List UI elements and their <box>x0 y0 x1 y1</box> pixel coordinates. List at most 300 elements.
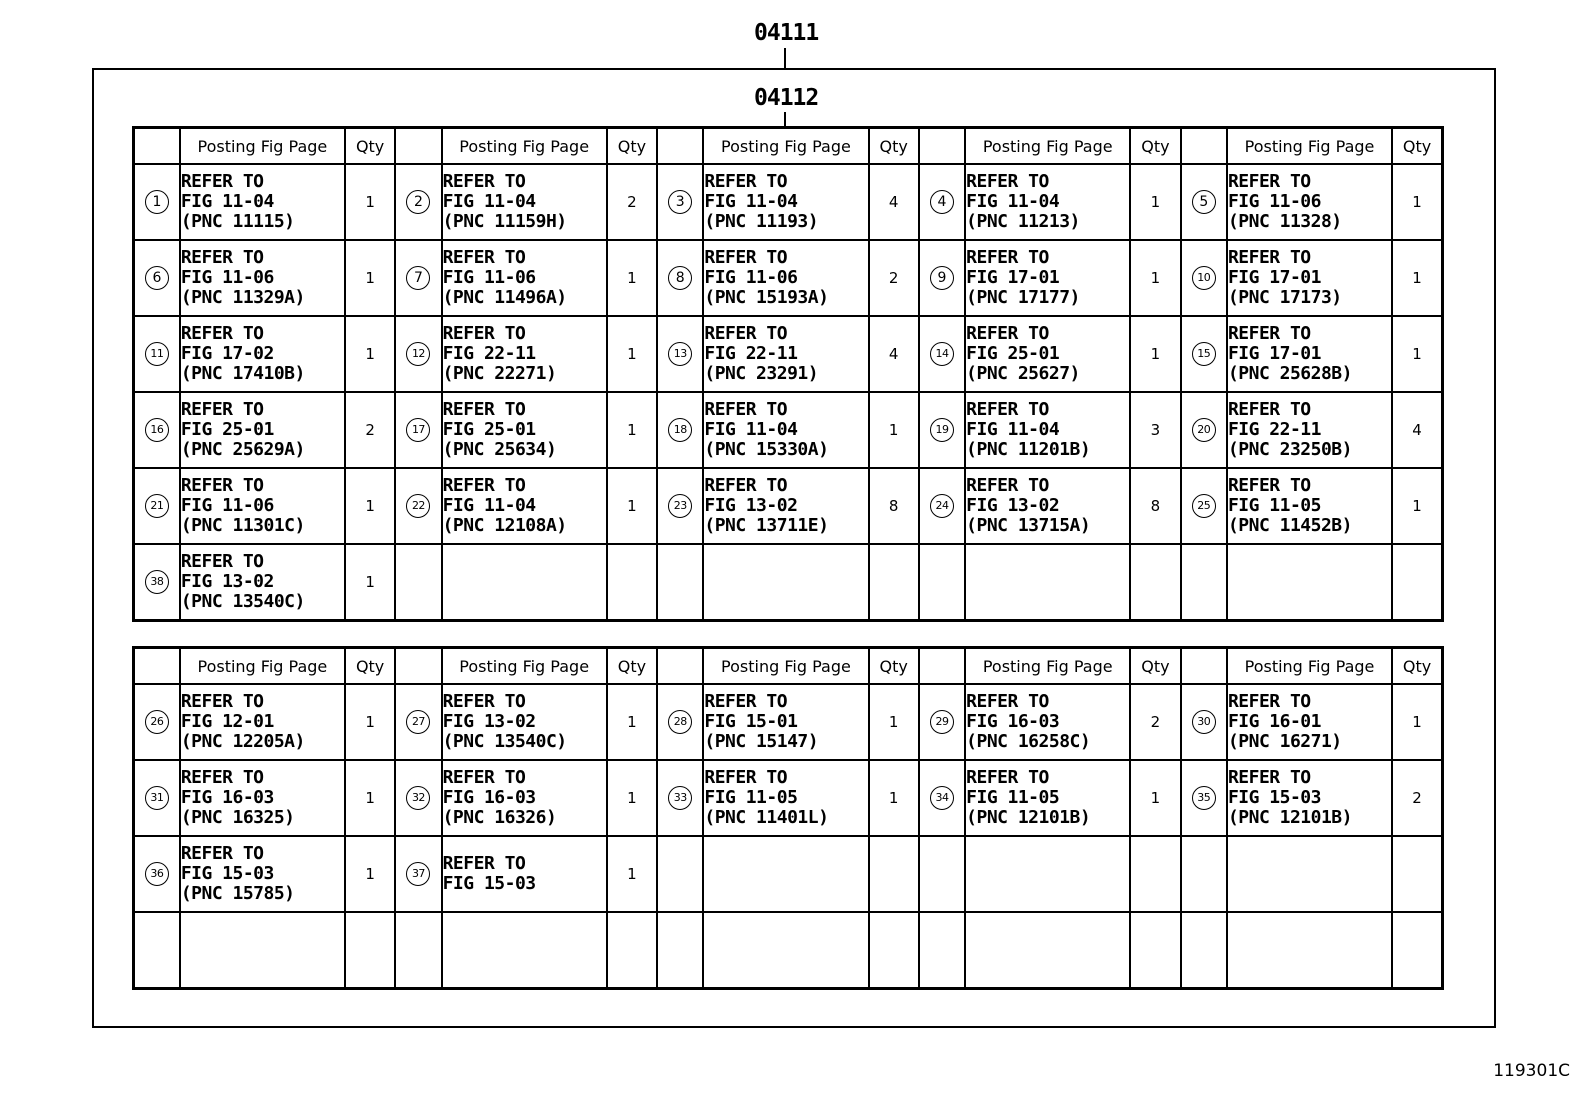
table-header-row <box>134 128 1443 165</box>
item-number-cell <box>657 544 703 620</box>
qty-cell <box>1392 684 1442 760</box>
item-number-cell <box>395 544 441 620</box>
qty-value: 1 <box>1150 345 1161 363</box>
fig-reference: FIG 25-01 <box>442 419 536 440</box>
refer-to-text: REFER TO <box>442 247 526 268</box>
item-number-cell <box>919 836 965 912</box>
refer-to-text: REFER TO <box>1227 691 1311 712</box>
header-blank <box>919 128 965 165</box>
qty-cell <box>869 836 919 912</box>
refer-to-text: REFER TO <box>180 550 264 572</box>
fig-reference: FIG 13-02 <box>442 711 536 732</box>
item-number-badge: 8 <box>668 266 692 290</box>
fig-reference: FIG 22-11 <box>442 343 536 364</box>
fig-reference: FIG 11-04 <box>180 191 274 212</box>
qty-cell <box>1392 912 1442 988</box>
qty-value: 1 <box>627 497 637 515</box>
item-number-cell <box>1181 836 1227 912</box>
item-number-cell <box>657 684 703 760</box>
pnc-reference: (PNC 12108A) <box>442 515 567 536</box>
qty-cell <box>1392 468 1442 544</box>
table-row <box>134 760 1443 836</box>
qty-cell <box>345 392 395 468</box>
refer-to-text: REFER TO <box>1227 247 1311 268</box>
fig-reference: FIG 22-11 <box>704 343 798 364</box>
qty-cell <box>1392 392 1442 468</box>
fig-reference: FIG 25-01 <box>180 419 274 440</box>
reference-cell <box>180 240 345 316</box>
header-blank <box>134 648 180 685</box>
qty-cell <box>869 760 919 836</box>
header-blank <box>657 128 703 165</box>
fig-reference: FIG 11-06 <box>442 267 536 288</box>
table-row <box>134 468 1443 544</box>
pnc-reference: (PNC 17410B) <box>180 363 305 384</box>
table-row <box>134 684 1443 760</box>
qty-cell <box>1130 684 1180 760</box>
qty-value: 1 <box>365 713 375 731</box>
refer-to-text: REFER TO <box>180 171 264 192</box>
qty-value: 1 <box>627 865 637 883</box>
qty-value: 1 <box>365 345 375 363</box>
refer-to-text: REFER TO <box>966 475 1049 496</box>
reference-cell <box>180 684 345 760</box>
header-posting-fig-page: Posting Fig Page <box>442 648 607 685</box>
header-blank <box>134 128 180 165</box>
qty-value: 8 <box>888 497 899 515</box>
assembly-code: 04111 <box>754 20 819 46</box>
item-number-cell <box>395 684 441 760</box>
fig-reference: FIG 11-06 <box>704 267 798 288</box>
item-number-cell <box>657 468 703 544</box>
header-blank <box>1181 128 1227 165</box>
reference-cell <box>180 316 345 392</box>
pnc-reference: (PNC 13540C) <box>442 731 567 752</box>
qty-cell <box>345 316 395 392</box>
item-number-cell <box>657 836 703 912</box>
qty-value: 1 <box>1150 193 1161 211</box>
reference-cell <box>442 240 607 316</box>
table-row <box>134 544 1443 620</box>
refer-to-text: REFER TO <box>704 399 788 420</box>
item-number-cell <box>919 544 965 620</box>
fig-reference: FIG 11-04 <box>442 495 536 516</box>
pnc-reference: (PNC 12101B) <box>966 807 1091 828</box>
item-number-cell <box>395 240 441 316</box>
qty-value: 4 <box>1412 421 1422 439</box>
header-qty: Qty <box>345 648 395 685</box>
pnc-reference: (PNC 25627) <box>966 363 1080 384</box>
item-number-cell <box>395 392 441 468</box>
refer-to-text: REFER TO <box>1227 323 1311 344</box>
reference-cell <box>965 392 1130 468</box>
item-number-cell <box>919 316 965 392</box>
pnc-reference: (PNC 23291) <box>704 363 819 384</box>
refer-to-text: REFER TO <box>704 247 788 268</box>
item-number-badge: 36 <box>145 862 169 886</box>
item-number-cell <box>134 684 180 760</box>
fig-reference: FIG 11-06 <box>180 267 274 288</box>
qty-value: 1 <box>888 421 899 439</box>
reference-cell <box>703 836 868 912</box>
fig-reference: FIG 11-04 <box>442 191 536 212</box>
fig-reference: FIG 11-04 <box>966 419 1060 440</box>
qty-value: 1 <box>627 269 637 287</box>
reference-cell <box>180 468 345 544</box>
qty-cell <box>1392 240 1442 316</box>
reference-cell <box>965 468 1130 544</box>
item-number-cell <box>395 912 441 988</box>
header-qty: Qty <box>869 128 919 165</box>
item-number-badge: 35 <box>1192 786 1216 810</box>
item-number-badge: 14 <box>930 342 954 366</box>
reference-cell <box>703 392 868 468</box>
qty-cell <box>1392 544 1442 620</box>
item-number-cell <box>1181 316 1227 392</box>
qty-cell <box>345 468 395 544</box>
pnc-reference: (PNC 25629A) <box>180 439 305 460</box>
pnc-reference: (PNC 17173) <box>1227 287 1342 308</box>
fig-reference: FIG 16-03 <box>966 711 1060 732</box>
qty-value: 1 <box>888 713 899 731</box>
fig-reference: FIG 25-01 <box>966 343 1060 364</box>
fig-reference: FIG 15-03 <box>1227 787 1321 808</box>
item-number-badge: 10 <box>1192 266 1216 290</box>
refer-to-text: REFER TO <box>1227 767 1311 788</box>
refer-to-text: REFER TO <box>704 767 788 788</box>
item-number-cell <box>134 240 180 316</box>
refer-to-text: REFER TO <box>180 843 264 864</box>
reference-cell <box>965 544 1130 620</box>
qty-value: 1 <box>1412 269 1422 287</box>
item-number-cell <box>1181 684 1227 760</box>
refer-to-text: REFER TO <box>442 323 526 344</box>
pnc-reference: (PNC 15330A) <box>704 439 829 460</box>
qty-cell <box>869 240 919 316</box>
qty-cell <box>1130 836 1180 912</box>
reference-cell <box>180 164 345 240</box>
item-number-badge: 23 <box>668 494 692 518</box>
parts-table-lower <box>132 646 1444 990</box>
pnc-reference: (PNC 11193) <box>704 211 819 232</box>
reference-cell <box>442 684 607 760</box>
qty-value: 1 <box>1412 345 1422 363</box>
fig-reference: FIG 15-03 <box>180 863 274 884</box>
qty-value: 4 <box>888 193 899 211</box>
item-number-cell <box>134 836 180 912</box>
reference-cell <box>965 316 1130 392</box>
item-number-badge: 4 <box>930 190 954 214</box>
header-qty: Qty <box>345 128 395 165</box>
item-number-badge: 24 <box>930 494 954 518</box>
reference-cell <box>703 760 868 836</box>
pnc-reference: (PNC 11328) <box>1227 211 1342 232</box>
refer-to-text: REFER TO <box>704 475 788 496</box>
reference-cell <box>965 684 1130 760</box>
header-qty: Qty <box>1392 128 1442 165</box>
header-blank <box>395 128 441 165</box>
item-number-cell <box>1181 544 1227 620</box>
header-blank <box>395 648 441 685</box>
header-posting-fig-page: Posting Fig Page <box>180 648 345 685</box>
qty-cell <box>869 316 919 392</box>
leader-line-assembly <box>784 48 786 68</box>
pnc-reference: (PNC 11301C) <box>180 515 305 536</box>
item-number-cell <box>134 164 180 240</box>
item-number-badge: 20 <box>1192 418 1216 442</box>
refer-to-text: REFER TO <box>704 323 788 344</box>
pnc-reference: (PNC 11452B) <box>1227 515 1352 536</box>
pnc-reference: (PNC 16271) <box>1227 731 1342 752</box>
item-number-cell <box>919 912 965 988</box>
fig-reference: FIG 17-01 <box>1227 267 1321 288</box>
header-posting-fig-page: Posting Fig Page <box>965 648 1130 685</box>
pnc-reference: (PNC 12205A) <box>180 731 305 752</box>
qty-value: 1 <box>627 345 637 363</box>
item-number-badge: 11 <box>145 342 169 366</box>
qty-value: 3 <box>1150 421 1161 439</box>
table-row <box>134 392 1443 468</box>
header-posting-fig-page: Posting Fig Page <box>180 128 345 165</box>
refer-to-text: REFER TO <box>180 691 264 712</box>
reference-cell <box>1227 544 1392 620</box>
pnc-reference: (PNC 15193A) <box>704 287 829 308</box>
refer-to-text: REFER TO <box>966 323 1049 344</box>
item-number-badge: 28 <box>668 710 692 734</box>
item-number-cell <box>134 760 180 836</box>
qty-cell <box>607 684 657 760</box>
qty-cell <box>1130 240 1180 316</box>
item-number-cell <box>1181 468 1227 544</box>
item-number-badge: 30 <box>1192 710 1216 734</box>
pnc-reference: (PNC 11201B) <box>966 439 1091 460</box>
item-number-cell <box>919 240 965 316</box>
header-posting-fig-page: Posting Fig Page <box>703 648 868 685</box>
header-qty: Qty <box>1392 648 1442 685</box>
header-qty: Qty <box>607 128 657 165</box>
pnc-reference: (PNC 11496A) <box>442 287 567 308</box>
header-qty: Qty <box>1130 648 1180 685</box>
fig-reference: FIG 22-11 <box>1227 419 1321 440</box>
header-qty: Qty <box>869 648 919 685</box>
item-number-badge: 33 <box>668 786 692 810</box>
qty-value: 1 <box>1412 193 1422 211</box>
reference-cell <box>442 316 607 392</box>
figure-code: 119301C <box>1493 1061 1570 1081</box>
reference-cell <box>703 544 868 620</box>
reference-cell <box>1227 316 1392 392</box>
qty-cell <box>1392 164 1442 240</box>
item-number-cell <box>395 316 441 392</box>
reference-cell <box>1227 392 1392 468</box>
refer-to-text: REFER TO <box>966 399 1049 420</box>
pnc-reference: (PNC 16326) <box>442 807 557 828</box>
item-number-badge: 5 <box>1192 190 1216 214</box>
qty-cell <box>1392 760 1442 836</box>
qty-cell <box>869 164 919 240</box>
item-number-badge: 18 <box>668 418 692 442</box>
qty-cell <box>1130 316 1180 392</box>
pnc-reference: (PNC 11329A) <box>180 287 305 308</box>
reference-cell <box>965 836 1130 912</box>
refer-to-text: REFER TO <box>966 767 1049 788</box>
item-number-cell <box>657 164 703 240</box>
qty-cell <box>869 392 919 468</box>
header-qty: Qty <box>607 648 657 685</box>
fig-reference: FIG 17-02 <box>180 343 274 364</box>
reference-cell <box>703 240 868 316</box>
item-number-cell <box>134 316 180 392</box>
qty-value: 1 <box>627 421 637 439</box>
item-number-badge: 17 <box>406 418 430 442</box>
fig-reference: FIG 11-06 <box>180 495 274 516</box>
refer-to-text: REFER TO <box>966 171 1049 192</box>
qty-value: 1 <box>365 193 375 211</box>
qty-cell <box>607 912 657 988</box>
qty-cell <box>345 912 395 988</box>
fig-reference: FIG 11-05 <box>704 787 798 808</box>
reference-cell <box>180 912 345 988</box>
header-blank <box>1181 648 1227 685</box>
item-number-badge: 26 <box>145 710 169 734</box>
qty-value: 1 <box>365 497 375 515</box>
pnc-reference: (PNC 25628B) <box>1227 363 1352 384</box>
item-number-cell <box>395 164 441 240</box>
qty-cell <box>607 544 657 620</box>
reference-cell <box>180 836 345 912</box>
refer-to-text: REFER TO <box>442 475 526 496</box>
qty-cell <box>345 240 395 316</box>
refer-to-text: REFER TO <box>1227 399 1311 420</box>
refer-to-text: REFER TO <box>442 171 526 192</box>
sub-assembly-code: 04112 <box>754 85 819 111</box>
qty-value: 1 <box>888 789 899 807</box>
item-number-badge: 34 <box>930 786 954 810</box>
item-number-badge: 1 <box>145 190 169 214</box>
qty-value: 1 <box>627 789 637 807</box>
pnc-reference: (PNC 16325) <box>180 807 295 828</box>
fig-reference: FIG 16-03 <box>442 787 536 808</box>
qty-value: 2 <box>888 269 899 287</box>
item-number-cell <box>395 836 441 912</box>
qty-cell <box>1130 468 1180 544</box>
reference-cell <box>1227 468 1392 544</box>
item-number-badge: 16 <box>145 418 169 442</box>
refer-to-text: REFER TO <box>704 171 788 192</box>
item-number-cell <box>1181 912 1227 988</box>
qty-value: 1 <box>365 269 375 287</box>
refer-to-text: REFER TO <box>442 691 526 712</box>
reference-cell <box>442 760 607 836</box>
item-number-cell <box>1181 392 1227 468</box>
reference-cell <box>180 760 345 836</box>
refer-to-text: REFER TO <box>966 691 1049 712</box>
item-number-cell <box>134 468 180 544</box>
item-number-badge: 25 <box>1192 494 1216 518</box>
header-blank <box>657 648 703 685</box>
item-number-badge: 6 <box>145 266 169 290</box>
reference-cell <box>965 760 1130 836</box>
table-row <box>134 316 1443 392</box>
item-number-cell <box>1181 760 1227 836</box>
refer-to-text: REFER TO <box>442 767 526 788</box>
fig-reference: FIG 11-05 <box>1227 495 1321 516</box>
item-number-badge: 27 <box>406 710 430 734</box>
item-number-cell <box>657 240 703 316</box>
fig-reference: FIG 13-02 <box>180 570 274 592</box>
reference-cell <box>1227 912 1392 988</box>
fig-reference: FIG 17-01 <box>966 267 1060 288</box>
qty-value: 1 <box>627 713 637 731</box>
qty-value: 1 <box>1412 713 1422 731</box>
item-number-badge: 15 <box>1192 342 1216 366</box>
reference-cell <box>703 912 868 988</box>
item-number-badge: 21 <box>145 494 169 518</box>
reference-cell <box>1227 836 1392 912</box>
pnc-reference: (PNC 13540C) <box>180 590 305 612</box>
header-posting-fig-page: Posting Fig Page <box>442 128 607 165</box>
reference-cell <box>442 912 607 988</box>
fig-reference: FIG 17-01 <box>1227 343 1321 364</box>
pnc-reference: (PNC 16258C) <box>966 731 1091 752</box>
table-row <box>134 836 1443 912</box>
pnc-reference: (PNC 17177) <box>966 287 1080 308</box>
refer-to-text: REFER TO <box>180 247 264 268</box>
refer-to-text: REFER TO <box>1227 475 1311 496</box>
qty-value: 1 <box>1150 269 1161 287</box>
pnc-reference: (PNC 11159H) <box>442 211 567 232</box>
qty-cell <box>869 684 919 760</box>
pnc-reference: (PNC 23250B) <box>1227 439 1352 460</box>
fig-reference: FIG 16-01 <box>1227 711 1321 732</box>
qty-cell <box>607 468 657 544</box>
pnc-reference: (PNC 11213) <box>966 211 1080 232</box>
fig-reference: FIG 12-01 <box>180 711 274 732</box>
table-row <box>134 164 1443 240</box>
header-posting-fig-page: Posting Fig Page <box>703 128 868 165</box>
refer-to-text: REFER TO <box>442 399 526 420</box>
header-posting-fig-page: Posting Fig Page <box>965 128 1130 165</box>
fig-reference: FIG 15-01 <box>704 711 798 732</box>
header-posting-fig-page: Posting Fig Page <box>1227 128 1392 165</box>
reference-cell <box>1227 164 1392 240</box>
reference-cell <box>442 544 607 620</box>
qty-cell <box>1130 760 1180 836</box>
pnc-reference: (PNC 11401L) <box>704 807 829 828</box>
qty-cell <box>607 316 657 392</box>
reference-cell <box>180 392 345 468</box>
reference-cell <box>1227 760 1392 836</box>
reference-cell <box>965 240 1130 316</box>
qty-value: 1 <box>365 789 375 807</box>
qty-cell <box>345 164 395 240</box>
qty-cell <box>345 760 395 836</box>
refer-to-text: REFER TO <box>180 323 264 344</box>
reference-cell <box>703 164 868 240</box>
qty-cell <box>607 836 657 912</box>
qty-cell <box>1130 164 1180 240</box>
fig-reference: FIG 11-04 <box>704 191 798 212</box>
refer-to-text: REFER TO <box>180 767 264 788</box>
item-number-badge: 13 <box>668 342 692 366</box>
qty-value: 2 <box>365 421 375 439</box>
qty-value: 1 <box>365 572 375 591</box>
item-number-badge: 12 <box>406 342 430 366</box>
item-number-badge: 31 <box>145 786 169 810</box>
qty-cell <box>345 836 395 912</box>
qty-value: 2 <box>627 193 637 211</box>
qty-cell <box>869 468 919 544</box>
